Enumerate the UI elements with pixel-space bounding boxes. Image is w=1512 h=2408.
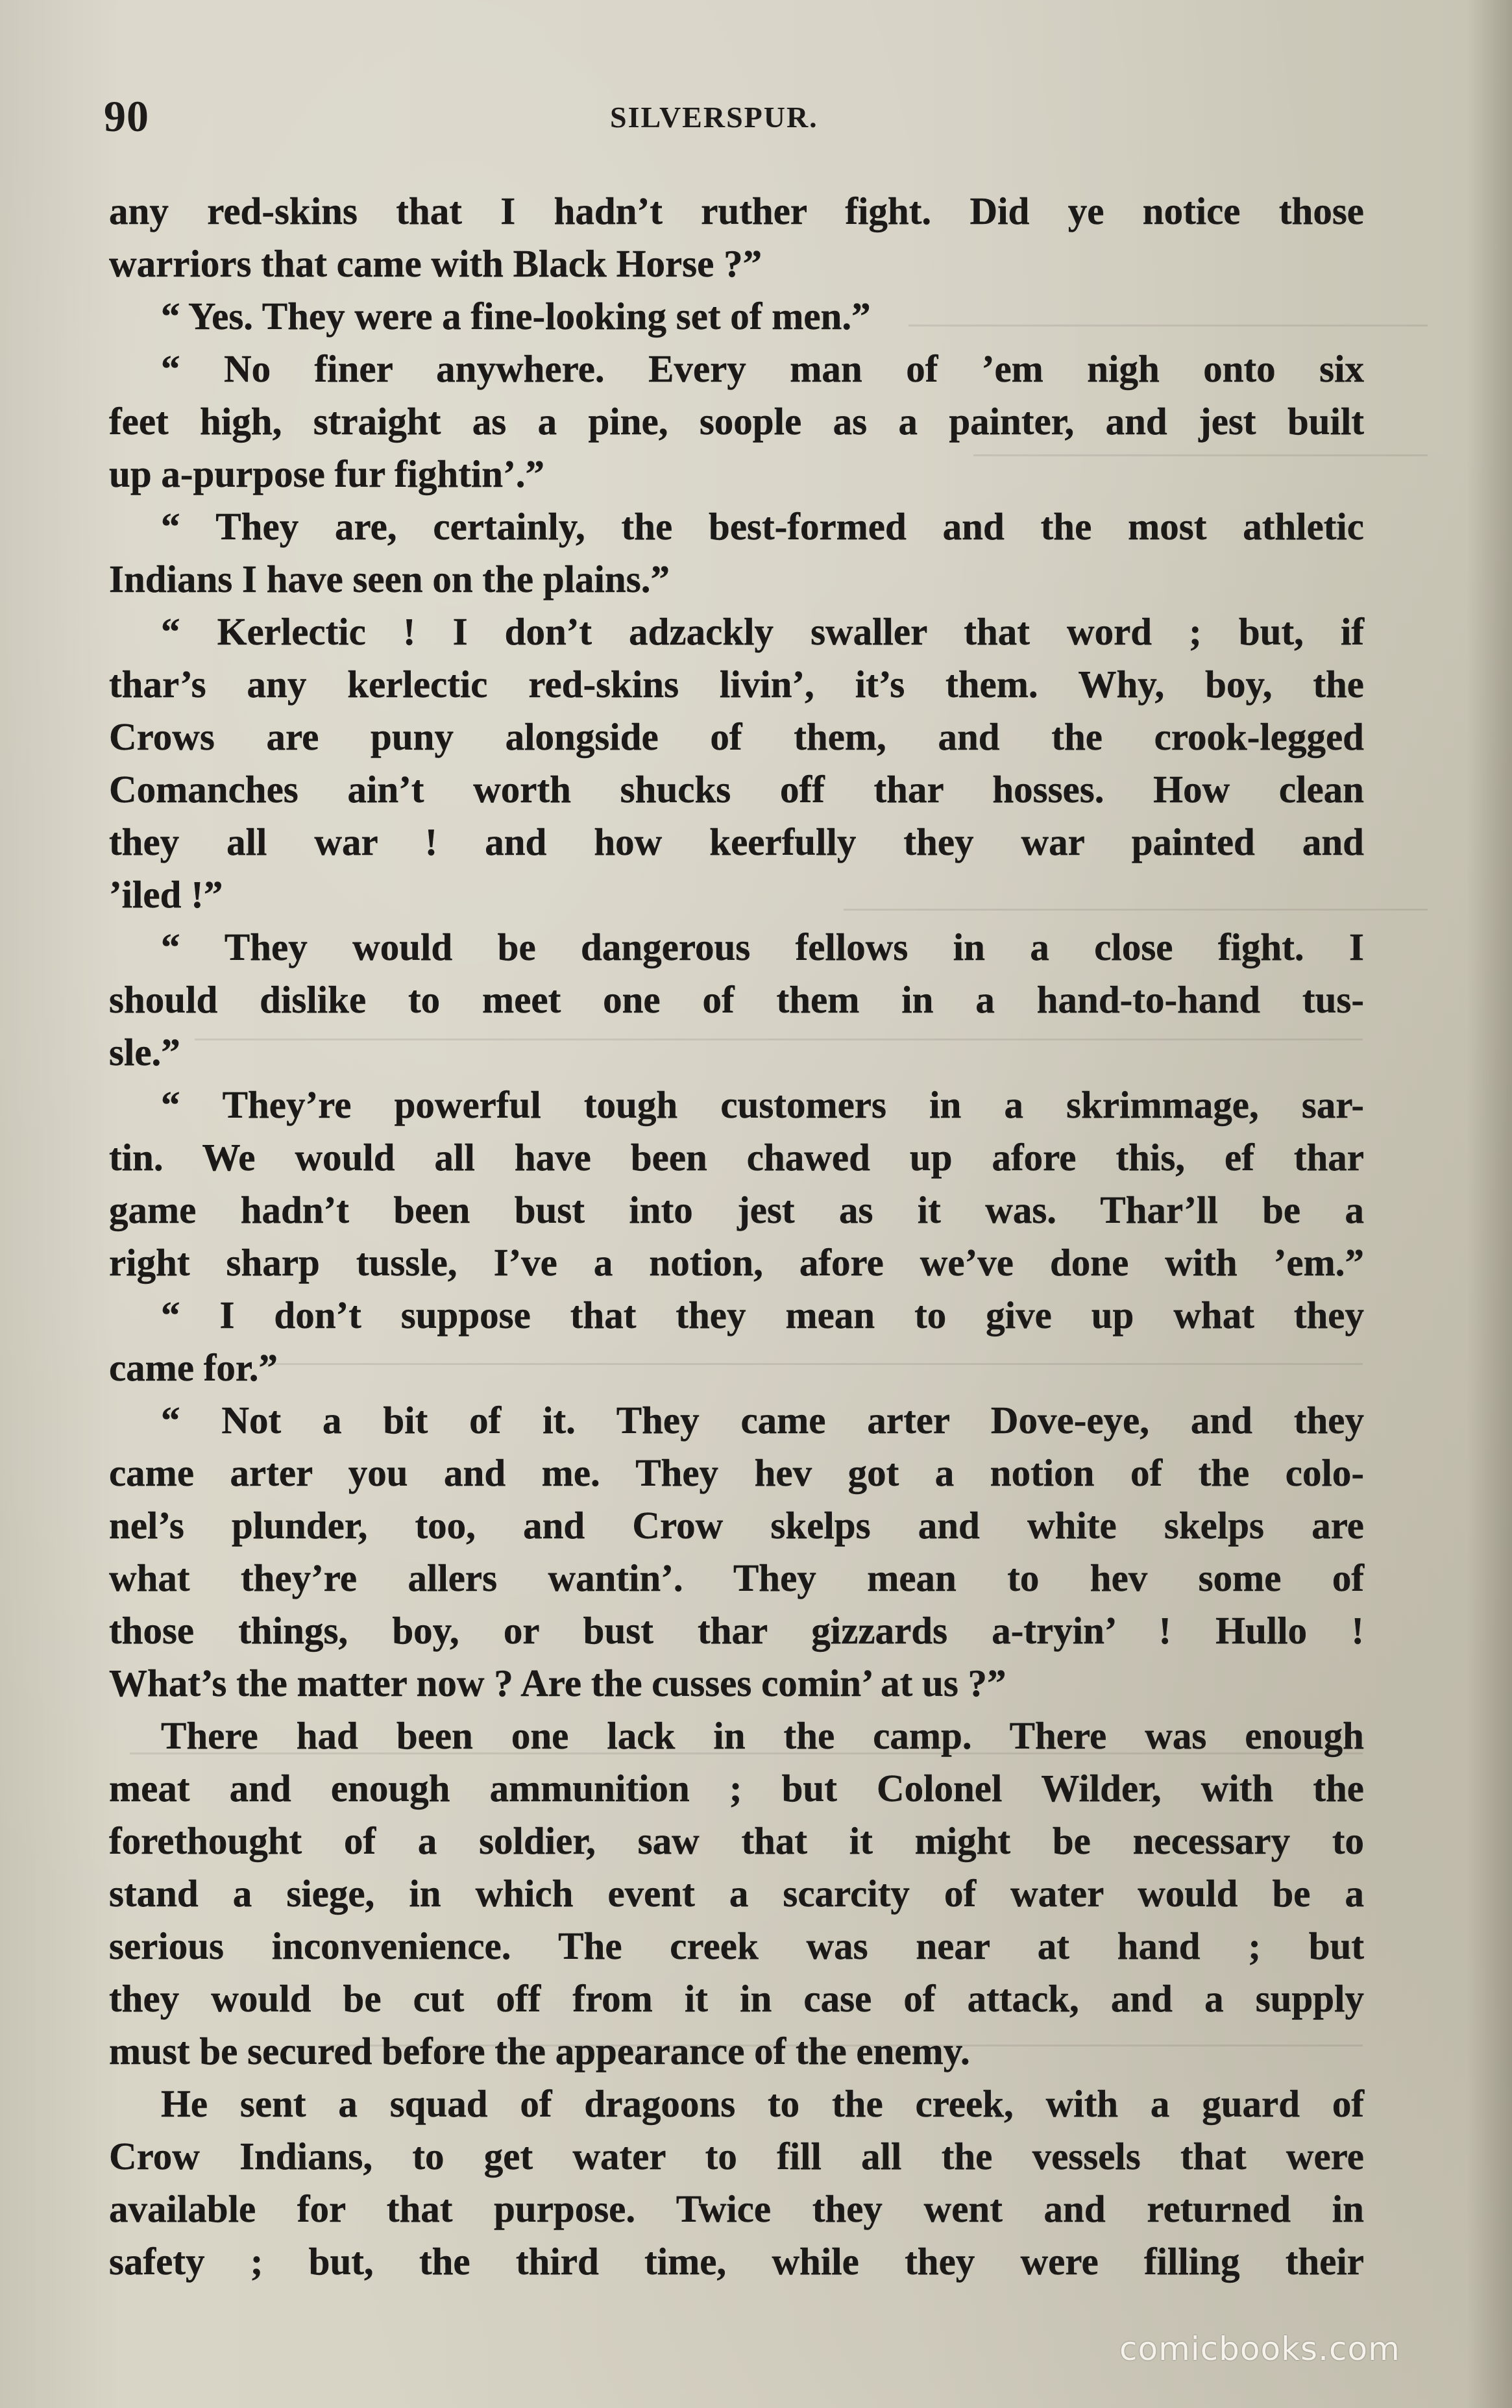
text-line: up a-purpose fur fightin’.” [109,452,544,495]
text-line: safety ; but, the third time, while they were filling their [109,2240,1364,2283]
text-line: Crows are puny alongside of them, and the crook-legged [109,715,1364,758]
text-line: they all war ! and how keerfully they war painted and [109,820,1364,863]
page-edge-shadow [1467,0,1512,2408]
text-line: “ Kerlectic ! I don’t adzackly swaller that word ; but, if [161,610,1364,653]
text-line: stand a siege, in which event a scarcity of water would be a [109,1872,1364,1915]
text-line: “ Yes. They were a fine-looking set of men.” [161,295,871,338]
page-header [104,91,1376,149]
text-line: Crow Indians, to get water to fill all the vessels that were [109,2135,1364,2178]
text-line: available for that purpose. Twice they went and returned in [109,2187,1364,2230]
text-line: “ They would be dangerous fellows in a close fight. I [161,926,1364,968]
text-line: meat and enough ammunition ; but Colonel Wilder, with the [109,1767,1364,1810]
text-line: those things, boy, or bust thar gizzards a-tryin’ ! Hullo ! [109,1609,1364,1652]
text-line: He sent a squad of dragoons to the creek, with a guard of [161,2082,1364,2125]
text-line: warriors that came with Black Horse ?” [109,242,762,285]
text-line: forethought of a soldier, saw that it might be necessary to [109,1819,1364,1862]
text-line: “ Not a bit of it. They came arter Dove-eye, and they [161,1399,1364,1442]
text-line: any red-skins that I hadn’t ruther fight. Did ye notice those [109,190,1364,232]
text-line: “ No finer anywhere. Every man of ’em nigh onto six [161,347,1364,390]
text-line: must be secured before the appearance of the enemy. [109,2030,970,2072]
text-line: “ They are, certainly, the best-formed and the most athletic [161,505,1364,548]
text-line: There had been one lack in the camp. There was enough [161,1714,1364,1757]
text-line: Indians I have seen on the plains.” [109,558,670,600]
text-line: feet high, straight as a pine, soople as a painter, and jest built [109,400,1364,443]
body-text [109,185,1364,2288]
text-line: right sharp tussle, I’ve a notion, afore we’ve done with ’em.” [109,1241,1364,1284]
text-line: sle.” [109,1031,180,1074]
text-line: ’iled !” [109,873,223,916]
text-line: “ They’re powerful tough customers in a skrimmage, sar- [161,1083,1364,1126]
text-line: thar’s any kerlectic red-skins livin’, it’s them. Why, boy, the [109,663,1364,706]
text-line: came for.” [109,1346,278,1389]
running-head: SILVERSPUR. [610,101,818,134]
watermark: comicbooks.com [1119,2330,1400,2368]
text-line: came arter you and me. They hev got a notion of the colo- [109,1451,1364,1494]
text-line: nel’s plunder, too, and Crow skelps and white skelps are [109,1504,1364,1547]
text-line: should dislike to meet one of them in a hand-to-hand tus- [109,978,1364,1021]
text-line: what they’re allers wantin’. They mean to hev some of [109,1556,1364,1599]
text-line: tin. We would all have been chawed up afore this, ef thar [109,1136,1364,1179]
text-line: Comanches ain’t worth shucks off thar hosses. How clean [109,768,1364,811]
page-number: 90 [104,92,149,141]
text-line: serious inconvenience. The creek was near at hand ; but [109,1924,1364,1967]
text-line: What’s the matter now ? Are the cusses comin’ at us ?” [109,1662,1006,1704]
text-line: game hadn’t been bust into jest as it was. Thar’ll be a [109,1188,1364,1231]
text-line: they would be cut off from it in case of attack, and a supply [109,1977,1364,2020]
text-line: “ I don’t suppose that they mean to give up what they [161,1294,1364,1336]
